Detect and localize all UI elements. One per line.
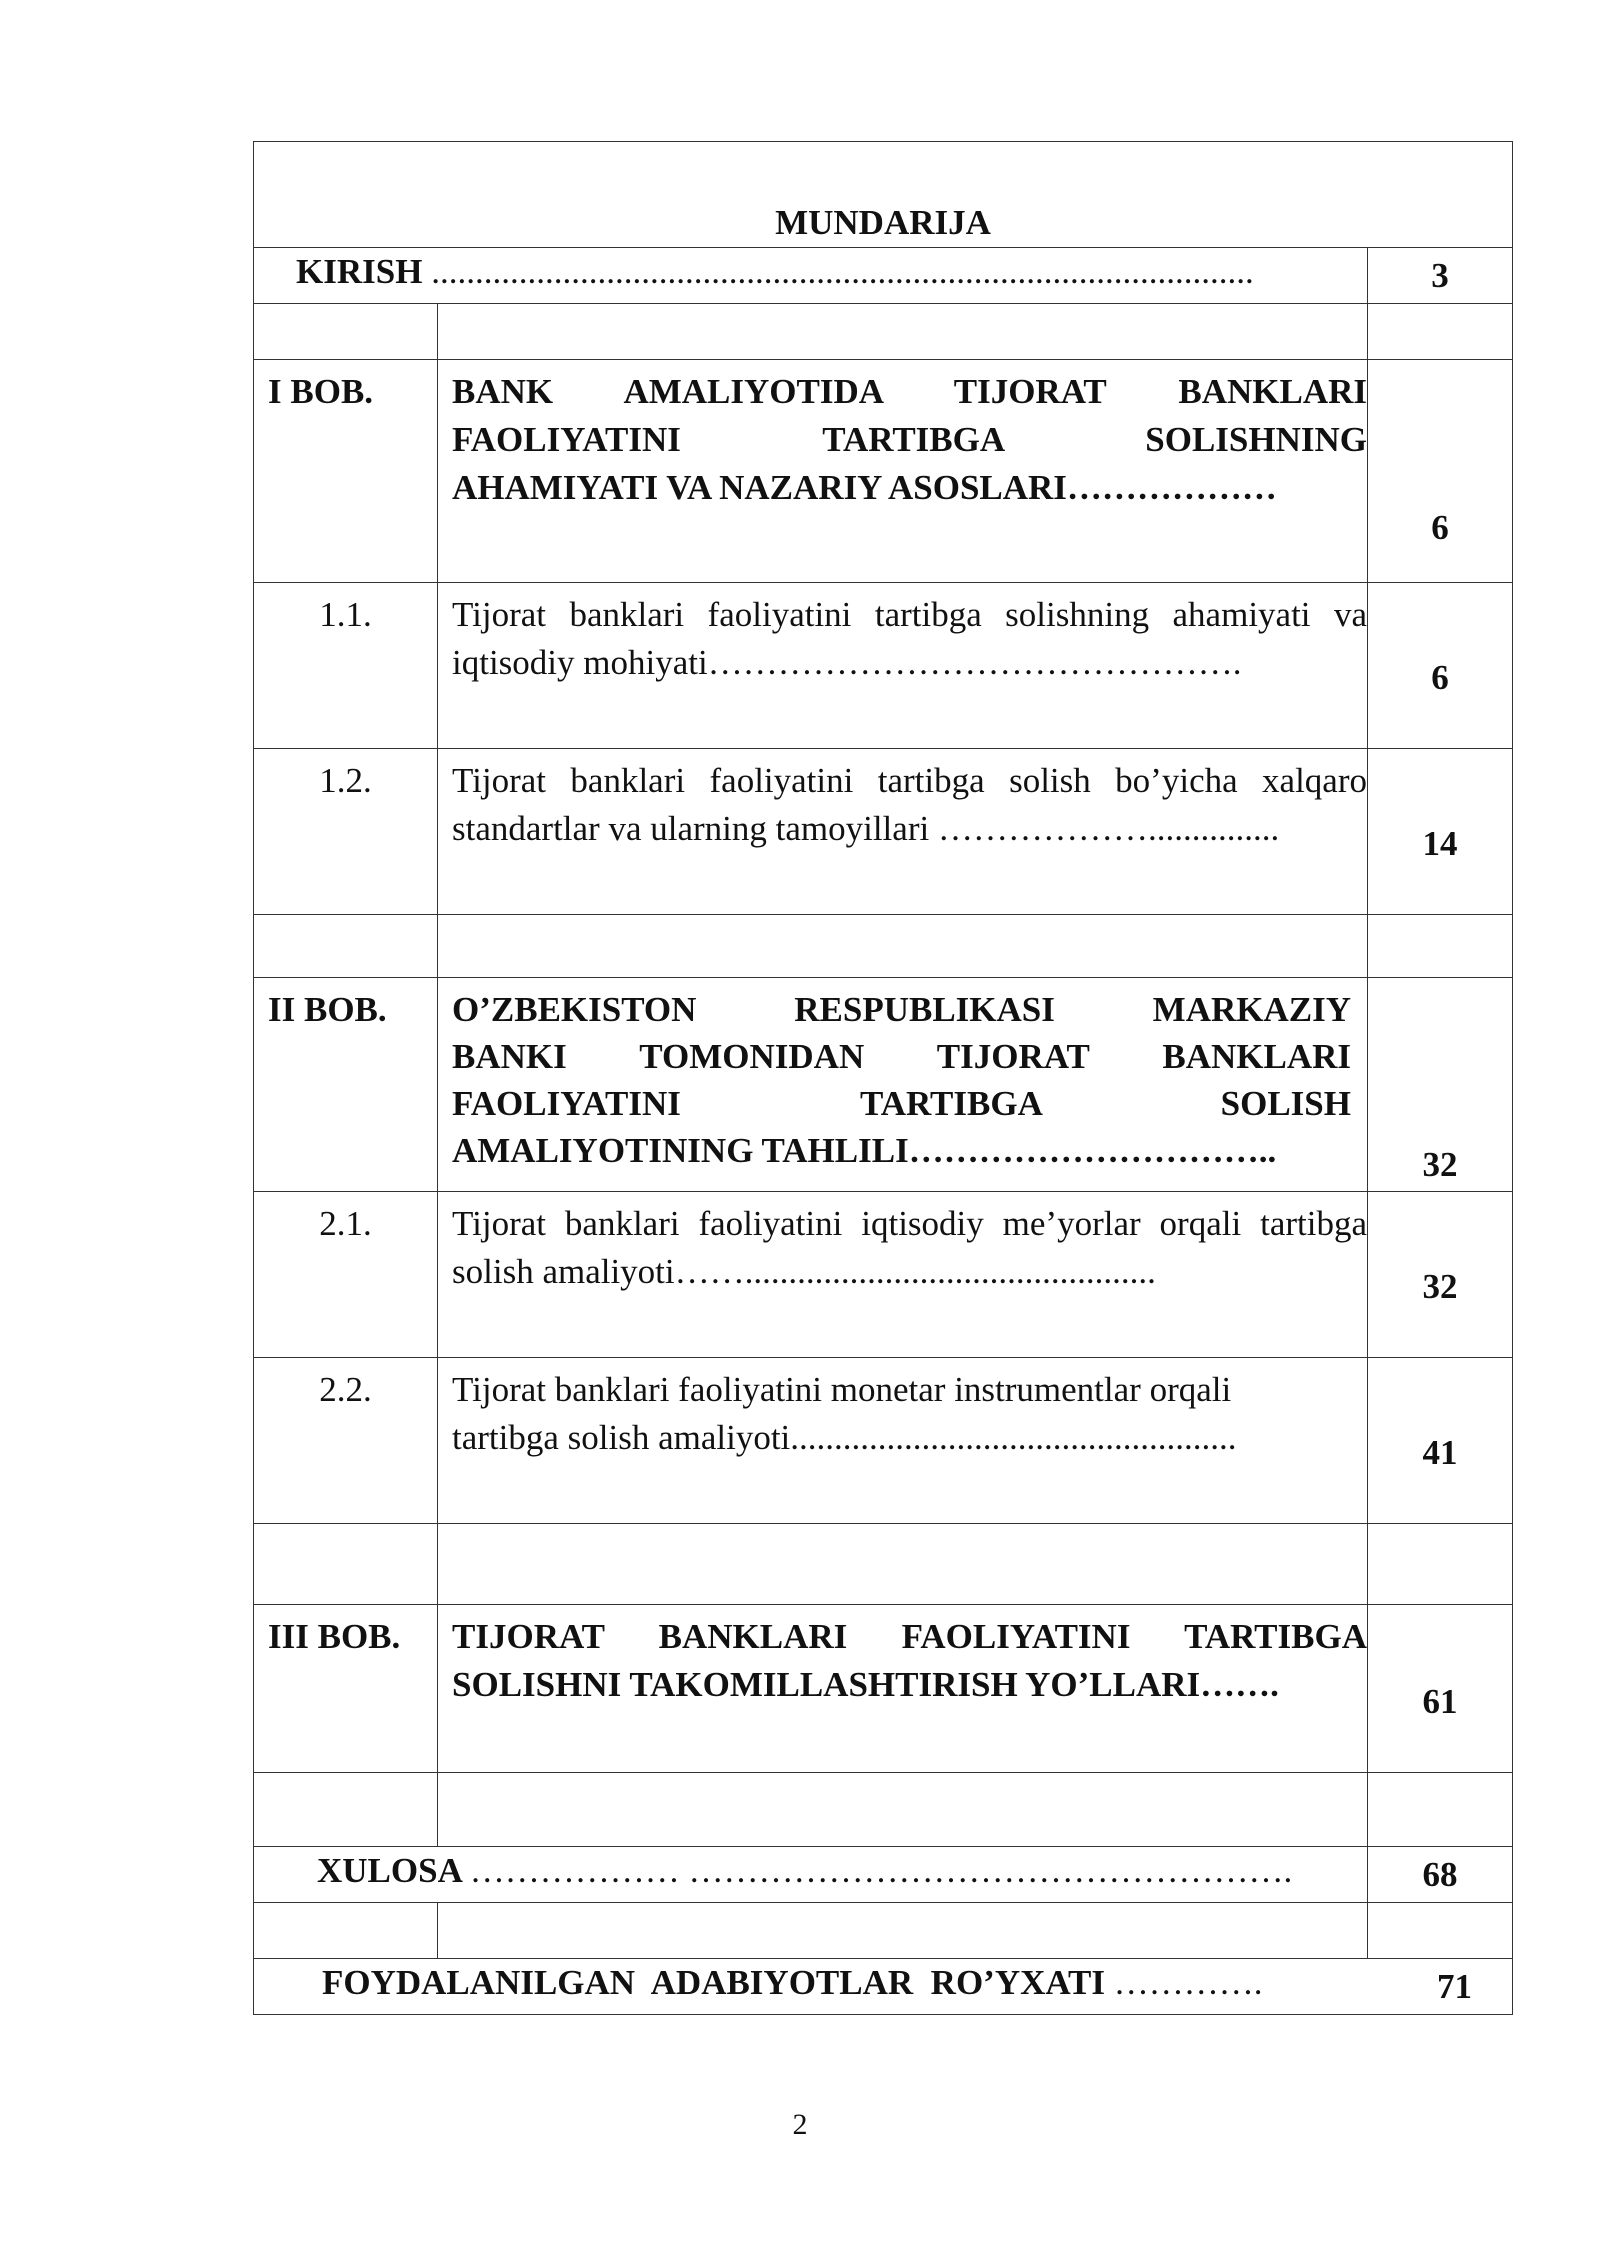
spacer-row: [254, 915, 1513, 978]
title-row: [254, 142, 1513, 248]
section-line: standartlar va ularning tamoyillari ………………...............: [452, 809, 1280, 848]
section-line: tartibga solish amaliyoti...................................................: [452, 1418, 1237, 1457]
intro-leader: ..............................................................................................: [431, 252, 1254, 291]
section-1-1-title: [438, 583, 1368, 749]
title-cell: [254, 142, 1513, 248]
page-number: 2: [792, 2108, 808, 2141]
section-2-1-title: [438, 1192, 1368, 1358]
chapter-1-title: [438, 360, 1368, 583]
chapter-2-title: [438, 978, 1368, 1192]
chapter-2-line: FAOLIYATINI TARTIBGA SOLISH: [452, 1084, 1351, 1123]
page-ref: 14: [1422, 824, 1458, 863]
chapter-3-number: III BOB.: [254, 1605, 438, 1773]
chapter-2-number: II BOB.: [254, 978, 438, 1192]
references-leader: ………….: [1113, 1963, 1263, 2002]
section-line: Tijorat banklari faoliyatini tartibga solishning ahamiyati va: [452, 595, 1367, 634]
section-2-2-page: [1368, 1358, 1513, 1524]
chapter-3-line: TIJORAT BANKLARI FAOLIYATINI TARTIBGA: [452, 1617, 1367, 1656]
page-ref: 41: [1422, 1433, 1458, 1472]
chapter-2-page: 32: [1368, 978, 1513, 1192]
section-1-1-page: [1368, 583, 1513, 749]
chapter-3-page: [1368, 1605, 1513, 1773]
chapter-2-line: AMALIYOTINING TAHLILI…………………………..: [452, 1131, 1277, 1170]
spacer-row: [254, 1773, 1513, 1847]
section-2-2-number: 2.2.: [254, 1358, 438, 1524]
chapter-1-number: I BOB.: [254, 360, 438, 583]
references-page: 71: [1437, 1967, 1473, 2006]
toc-row-conclusion[interactable]: [254, 1847, 1513, 1903]
chapter-2-line: O’ZBEKISTON RESPUBLIKASI MARKAZIY: [452, 990, 1351, 1029]
toc-row-section-2-1[interactable]: [254, 1192, 1513, 1358]
spacer-row: [254, 1903, 1513, 1959]
conclusion-page: 68: [1368, 1847, 1513, 1903]
page-ref: 6: [1431, 658, 1449, 697]
chapter-1-line: FAOLIYATINI TARTIBGA SOLISHNING: [452, 420, 1367, 459]
toc-row-chapter-1[interactable]: [254, 360, 1513, 583]
intro-label: KIRISH: [296, 252, 423, 291]
page-ref: 6: [1431, 508, 1449, 547]
toc-row-chapter-3[interactable]: [254, 1605, 1513, 1773]
toc-row-section-1-1[interactable]: [254, 583, 1513, 749]
spacer-row: [254, 304, 1513, 360]
section-line: Tijorat banklari faoliyatini monetar instrumentlar orqali: [452, 1370, 1232, 1409]
toc-row-section-2-2[interactable]: [254, 1358, 1513, 1524]
section-1-2-page: [1368, 749, 1513, 915]
section-1-2-number: 1.2.: [254, 749, 438, 915]
chapter-3-title: [438, 1605, 1368, 1773]
conclusion-label: XULOSA: [317, 1851, 461, 1890]
chapter-3-line: SOLISHNI TAKOMILLASHTIRISH YO’LLARI…….: [452, 1665, 1279, 1704]
section-line: iqtisodiy mohiyati……………………………………….: [452, 643, 1242, 682]
spacer-row: [254, 1524, 1513, 1605]
chapter-1-line: BANK AMALIYOTIDA TIJORAT BANKLARI: [452, 372, 1367, 411]
toc-row-references[interactable]: [254, 1959, 1513, 2015]
section-line: solish amaliyoti……...............................................: [452, 1252, 1156, 1291]
intro-page: 3: [1368, 248, 1513, 304]
chapter-1-line: AHAMIYATI VA NAZARIY ASOSLARI………………: [452, 468, 1277, 507]
references-label: FOYDALANILGAN ADABIYOTLAR RO’YXATI: [322, 1963, 1106, 2002]
toc-row-section-1-2[interactable]: [254, 749, 1513, 915]
section-2-2-title: [438, 1358, 1368, 1524]
section-2-1-number: 2.1.: [254, 1192, 438, 1358]
section-2-1-page: [1368, 1192, 1513, 1358]
section-1-2-title: [438, 749, 1368, 915]
table-of-contents: [253, 141, 1513, 2015]
page-title: MUNDARIJA: [775, 203, 991, 242]
chapter-1-page: [1368, 360, 1513, 583]
conclusion-leader: ……………… …………………………………………….: [469, 1851, 1293, 1890]
page-ref: 61: [1422, 1682, 1458, 1721]
chapter-2-line: BANKI TOMONIDAN TIJORAT BANKLARI: [452, 1037, 1351, 1076]
section-line: Tijorat banklari faoliyatini iqtisodiy me’yorlar orqali tartibga: [452, 1204, 1367, 1243]
references-cell: [254, 1959, 1513, 2015]
toc-row-chapter-2[interactable]: [254, 978, 1513, 1192]
page-ref: 32: [1422, 1267, 1458, 1306]
conclusion-cell: [254, 1847, 1368, 1903]
section-line: Tijorat banklari faoliyatini tartibga solish bo’yicha xalqaro: [452, 761, 1367, 800]
intro-cell: [254, 248, 1368, 304]
section-1-1-number: 1.1.: [254, 583, 438, 749]
toc-row-intro[interactable]: [254, 248, 1513, 304]
